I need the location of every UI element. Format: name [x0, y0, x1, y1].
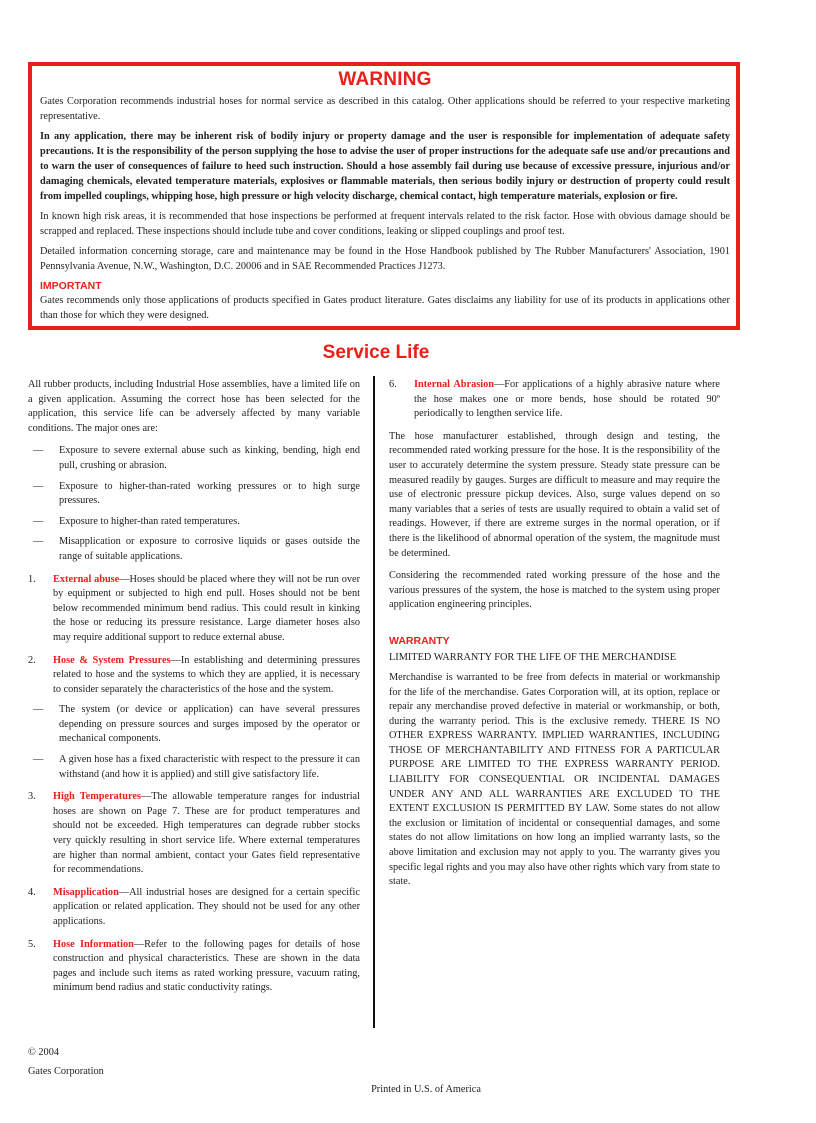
sub-item-text: A given hose has a fixed characteristic with respect to the pressure it can withstand (and how it is applied) and still give satisfactory life.	[59, 754, 360, 780]
item-lead: High Temperatures	[53, 791, 141, 803]
item-number: 3.	[28, 791, 36, 803]
abuse-text: Exposure to higher-than rated temperatures.	[59, 515, 240, 527]
numbered-item-high-temperatures	[28, 790, 360, 878]
numbered-item-external-abuse	[28, 573, 360, 646]
warranty-subtitle: LIMITED WARRANTY FOR THE LIFE OF THE MERCHANDISE	[389, 651, 677, 663]
numbered-item-system-pressures	[28, 654, 360, 698]
item-lead: Hose & System Pressures	[53, 654, 171, 666]
numbered-item-internal-abrasion	[389, 378, 720, 422]
dash-mark: —	[33, 536, 44, 548]
item-lead: Misapplication	[53, 886, 119, 898]
column-divider	[373, 376, 375, 1028]
matching-paragraph: Considering the recommended rated working pressure of the hose and the various pressures of the system, the hose is matched to the system using proper application engineering principles.	[389, 570, 720, 611]
item-text: —In establishing and determining pressures related to hose and the systems to which they are applied, it is necessary to consider separately the characteristics of the hose and the system.	[53, 654, 360, 695]
item-number: 5.	[28, 938, 36, 950]
dash-mark: —	[33, 704, 44, 716]
service-life-title: Service Life	[322, 342, 430, 363]
numbered-item-hose-information	[28, 938, 360, 996]
warning-title: WARNING	[338, 69, 432, 90]
important-text: Gates recommends only those applications of products specified in Gates product literature. Gates disclaims any liability for use of its products in applications other than those for which they were designed.	[40, 295, 730, 321]
service-intro: All rubber products, including Industrial Hose assemblies, have a limited life on a given application. Assuming the correct hose has been selected for the application, this service life can be adversely affected by many variable conditions. The major ones are:	[28, 379, 360, 434]
abuse-item	[28, 535, 360, 564]
pressure-paragraph: The hose manufacturer established, through design and testing, the recommended rated working pressure for the hose. It is the responsibility of the user to accurately determine the system pressure. Steady state pressure can be measured readily by gauges. Surges are difficult to measure and may require the use of electronic pressure pickup devices. Also, surge values depend on so many variables that a series of tests are usually required to obtain a valid set of readings. However, if there are extreme surges in the normal operation, or if there is the likelihood of abnormal operation of the system, the magnitude must be determined.	[389, 430, 720, 559]
item-number: 4.	[28, 886, 36, 898]
left-column	[28, 378, 360, 1004]
sub-item-text: The system (or device or application) can have several pressures depending on pressure sources and surges imposed by the operator or mechanical components.	[59, 704, 360, 745]
pressure-sub-item	[28, 703, 360, 747]
pressure-sub-item	[28, 753, 360, 782]
warning-box	[28, 62, 740, 330]
warning-paragraph: Gates Corporation recommends industrial hoses for normal service as described in this catalog. Other applications should be referred to your respective marketing representative.	[40, 96, 730, 122]
abuse-text: Exposure to severe external abuse such as kinking, bending, high end pull, crushing or abrasion.	[59, 445, 360, 471]
warning-inspection-paragraph: In known high risk areas, it is recommended that hose inspections be performed at frequent intervals related to the risk factor. Hose with obvious damage should be scrapped and replaced. These inspections should include tube and cover conditions, leaking or slipped couplings and proof test.	[40, 211, 730, 237]
item-lead: Hose Information	[53, 938, 134, 950]
company-name: Gates Corporation	[28, 1066, 104, 1077]
warning-handbook-paragraph: Detailed information concerning storage, care and maintenance may be found in the Hose Handbook published by The Rubber Manufacturers' Association, 1901 Pennsylvania Avenue, N.W., Washington, D.C. 20006 and in SAE Recommended Practices J1273.	[40, 246, 730, 272]
item-lead: Internal Abrasion	[414, 379, 494, 390]
important-heading: IMPORTANT	[40, 280, 102, 292]
abuse-item	[28, 480, 360, 509]
abuse-text: Exposure to higher-than-rated working pressures or to high surge pressures.	[59, 480, 360, 507]
item-text: —Hoses should be placed where they will not be run over by equipment or subjected to high end pull. Hoses should not be bent below recommended minimum bend radius. This could result in kinking the hose or reducing its pressure resistance. Large diameter hoses also may require additional support to reduce external abuse.	[53, 573, 360, 643]
dash-mark: —	[33, 445, 44, 457]
item-text: —For applications of a highly abrasive nature where the hose makes one or more bends, hose should be rotated 90º periodically to lengthen service life.	[414, 379, 721, 420]
item-number: 2.	[28, 654, 36, 666]
dash-mark: —	[33, 515, 44, 527]
item-number: 1.	[28, 573, 36, 585]
warning-risk-paragraph: In any application, there may be inherent risk of bodily injury or property damage and the user is responsible for implementation of adequate safety precautions. It is the responsibility of the person supplying the hose to advise the user of proper instructions for the adequate safe use and/or precautions and to warn the user of consequences of failure to heed such instruction. Should a hose assembly fail during use because of excessive pressure, injurious and/or damaging chemicals, elevated temperature materials, explosives or flammable materials, then serious bodily injury or destruction of property could result from impelled couplings, whipping hose, high pressure or high velocity discharge, chemical contact, high temperature materials, explosion or fire.	[40, 131, 730, 202]
printed-in: Printed in U.S. of America	[371, 1084, 481, 1095]
item-number: 6.	[389, 379, 397, 390]
item-text: —Refer to the following pages for details of hose construction and physical characteristics. These are shown in the data pages and include such items as rated working pressure, vacuum rating, minimum bend radius and static conductivity ratings.	[53, 938, 360, 994]
dash-mark: —	[33, 754, 44, 766]
item-text: —The allowable temperature ranges for industrial hoses are shown on Page 7. These are for product temperatures and should not be exceeded. High temperatures can degrade rubber stocks very quickly resulting in short service life. Where external temperatures are higher than normal ambient, contact your Gates field representative for recommendations.	[53, 791, 360, 876]
item-text: —All industrial hoses are designed for a certain specific application or related application. They should not be used for any other applications.	[53, 886, 360, 927]
copyright: © 2004	[28, 1047, 59, 1058]
right-column	[389, 378, 720, 898]
dash-mark: —	[33, 480, 44, 492]
abuse-item	[28, 444, 360, 473]
abuse-item	[28, 515, 360, 530]
warranty-text: Merchandise is warranted to be free from defects in material or workmanship for the life of the merchandise. Gates Corporation will, at its option, replace or repair any merchandise proved defective in material or workmanship, or both, during the warranty period. This is the exclusive remedy. THERE IS NO OTHER EXPRESS WARRANTY. IMPLIED WARRANTIES, INCLUDING THOSE OF MERCHANTABILITY AND FITNESS FOR A PARTICULAR PURPOSE ARE LIMITED TO THE EXPRESS WARRANTY PERIOD. LIABILITY FOR CONSEQUENTIAL OR INCIDENTAL DAMAGES UNDER ANY AND ALL WARRANTIES ARE EXCLUDED TO THE EXTENT EXCLUSION IS PERMITTED BY LAW. Some states do not allow the exclusion or limitation of incidental or consequential damages, and some states do not allow limitations on how long an implied warranty lasts, so the above limitation and exclusion may not apply to you. The warranty gives you specific legal rights and you may also have other rights which vary from state to state.	[389, 671, 720, 888]
warranty-heading: WARRANTY	[389, 634, 450, 647]
abuse-text: Misapplication or exposure to corrosive liquids or gases outside the range of suitable applications.	[59, 536, 360, 562]
item-lead: External abuse	[53, 573, 120, 585]
numbered-item-misapplication	[28, 886, 360, 930]
